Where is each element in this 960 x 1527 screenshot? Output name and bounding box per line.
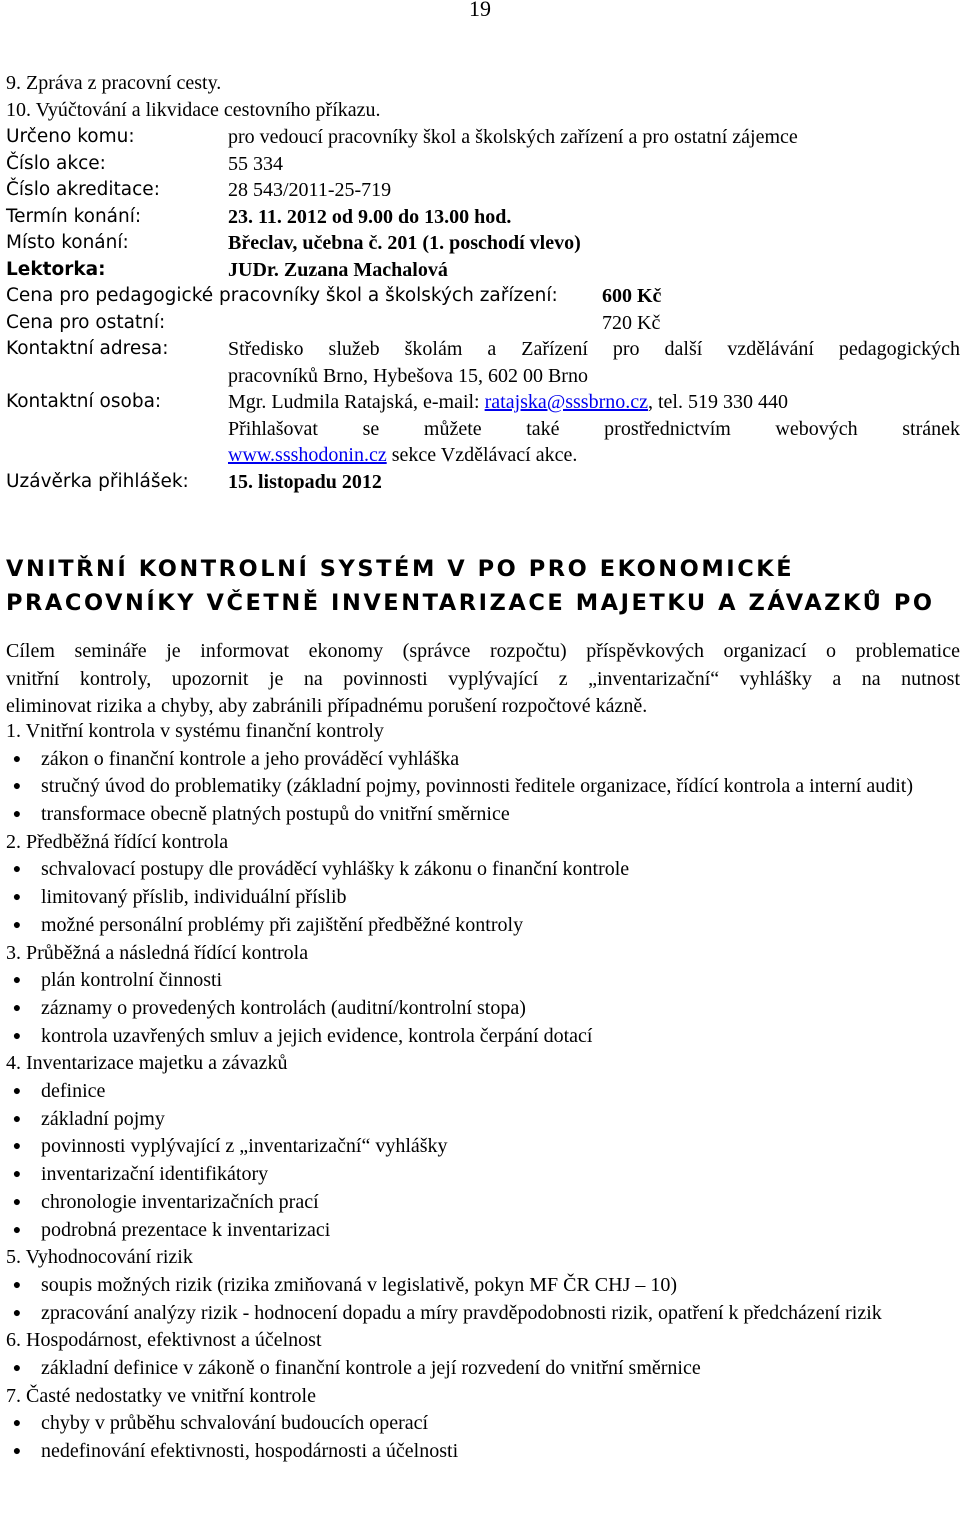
list-item — [6, 1078, 960, 1106]
urceno-label: Určeno komu: — [6, 126, 135, 147]
cena-ped-value: 600 Kč — [602, 285, 662, 307]
list-item — [6, 912, 960, 940]
adresa-line1: Středisko služeb školám a Zařízení pro další vzdělávání pedagogických — [228, 338, 960, 360]
pre-line: 9. Zpráva z pracovní cesty. — [6, 72, 222, 94]
bullet-icon: ● — [12, 751, 22, 767]
info-row-termin — [6, 204, 960, 231]
osoba-name: Mgr. Ludmila Ratajská, e-mail: — [228, 391, 485, 413]
web-link[interactable]: www.ssshodonin.cz — [228, 444, 387, 466]
bullet-icon: ● — [12, 1361, 22, 1377]
list-item — [6, 773, 960, 801]
heading-line1: VNITŘNÍ KONTROLNÍ SYSTÉM V PO PRO EKONOMICKÉ — [6, 556, 795, 582]
web-suffix: sekce Vzdělávací akce. — [386, 444, 578, 466]
bullet-icon: ● — [12, 1084, 22, 1100]
uzaverka-value: 15. listopadu 2012 — [228, 471, 382, 493]
bullet-icon: ● — [12, 917, 22, 933]
topic-section-title: 3. Průběžná a následná řídící kontrola — [6, 941, 309, 964]
info-row-uzaverka — [6, 469, 960, 496]
bullet-icon: ● — [12, 1416, 22, 1432]
info-row-adresa — [6, 336, 960, 389]
bullet-icon: ● — [12, 1028, 22, 1044]
prihlasovat-line: Přihlašovat se můžete také prostřednictvím webových stránek — [228, 417, 960, 440]
intro-paragraph — [6, 638, 960, 721]
bullet-icon: ● — [12, 807, 22, 823]
list-item-text: plán kontrolní činnosti — [41, 969, 223, 992]
akreditace-value: 28 543/2011-25-719 — [228, 179, 392, 201]
list-item-text: zpracování analýzy rizik - hodnocení dopadu a míry pravděpodobnosti rizik, opatření k předcházení rizik — [41, 1301, 882, 1324]
info-row-akreditace — [6, 177, 960, 204]
topic-section-title: 5. Vyhodnocování rizik — [6, 1246, 193, 1269]
topic-section-title: 4. Inventarizace majetku a závazků — [6, 1052, 288, 1075]
list-item — [6, 1300, 960, 1328]
bullet-icon: ● — [12, 1444, 22, 1460]
osoba-phone: , tel. 519 330 440 — [648, 391, 788, 413]
pre-list — [6, 70, 381, 123]
bullet-icon: ● — [12, 1277, 22, 1293]
topic-section-title: 6. Hospodárnost, efektivnost a účelnost — [6, 1329, 322, 1352]
list-item — [6, 1133, 960, 1161]
info-row-misto — [6, 230, 960, 257]
list-item — [6, 1438, 960, 1466]
bullet-icon: ● — [12, 1222, 22, 1238]
list-item-text: nedefinování efektivnosti, hospodárnosti a účelnosti — [41, 1440, 459, 1463]
cena-ped-label: Cena pro pedagogické pracovníky škol a školských zařízení: — [6, 285, 558, 306]
bullet-icon: ● — [12, 1000, 22, 1016]
topic-section-title: 7. Časté nedostatky ve vnitřní kontrole — [6, 1384, 316, 1407]
list-item-text: základní pojmy — [41, 1107, 165, 1130]
list-item — [6, 1410, 960, 1438]
misto-value: Břeclav, učebna č. 201 (1. poschodí vlevo) — [228, 232, 581, 254]
list-item-text: schvalovací postupy dle prováděcí vyhlášky k zákonu o finanční kontrole — [41, 858, 630, 881]
list-item-text: zákon o finanční kontrole a jeho prováděcí vyhláška — [41, 747, 460, 770]
cislo-akce-label: Číslo akce: — [6, 152, 106, 174]
list-item — [6, 801, 960, 829]
topic-section-title: 1. Vnitřní kontrola v systému finanční kontroly — [6, 720, 384, 742]
list-item-text: kontrola uzavřených smluv a jejich evidence, kontrola čerpání dotací — [41, 1024, 593, 1047]
list-item-text: transformace obecně platných postupů do vnitřní směrnice — [41, 803, 510, 826]
list-item — [6, 995, 960, 1023]
section-heading — [6, 552, 960, 620]
info-row-urceno — [6, 124, 960, 151]
list-item — [6, 746, 960, 774]
topics-list — [6, 718, 960, 1466]
termin-label: Termín konání: — [6, 205, 142, 227]
misto-label: Místo konání: — [6, 232, 129, 253]
bullet-icon: ● — [12, 779, 22, 795]
email-link[interactable]: ratajska@sssbrno.cz — [484, 391, 648, 413]
list-item-text: povinnosti vyplývající z „inventarizační“ vyhlášky — [41, 1135, 448, 1158]
cena-ost-value: 720 Kč — [602, 311, 661, 334]
list-item-text: stručný úvod do problematiky (základní pojmy, povinnosti ředitele organizace, řídící kontrola a interní audit) — [41, 775, 913, 798]
list-item — [6, 1272, 960, 1300]
list-item-text: limitovaný příslib, individuální příslib — [41, 886, 347, 909]
cena-ost-label: Cena pro ostatní: — [6, 311, 166, 333]
bullet-icon: ● — [12, 890, 22, 906]
intro-line2: vnitřní kontroly, upozornit je na povinnosti vyplývající z „inventarizační“ vyhlášky a na nutnost — [6, 667, 960, 690]
list-item — [6, 1161, 960, 1189]
intro-line3: eliminovat rizika a chyby, aby zabránili případnému porušení rozpočtové kázně. — [6, 695, 648, 717]
bullet-icon: ● — [12, 1305, 22, 1321]
bullet-icon: ● — [12, 1167, 22, 1183]
list-item-text: definice — [41, 1080, 106, 1103]
list-item — [6, 884, 960, 912]
list-item-text: soupis možných rizik (rizika zmiňovaná v legislativě, pokyn MF ČR CHJ – 10) — [41, 1273, 678, 1296]
list-item-text: záznamy o provedených kontrolách (auditní/kontrolní stopa) — [41, 996, 526, 1019]
osoba-label: Kontaktní osoba: — [6, 391, 162, 412]
list-item-text: podrobná prezentace k inventarizaci — [41, 1218, 331, 1241]
bullet-icon: ● — [12, 1194, 22, 1210]
urceno-value: pro vedoucí pracovníky škol a školských zařízení a pro ostatní zájemce — [228, 126, 798, 148]
list-item-text: chronologie inventarizačních prací — [41, 1190, 319, 1213]
list-item — [6, 1217, 960, 1245]
list-item — [6, 856, 960, 884]
adresa-label: Kontaktní adresa: — [6, 338, 169, 359]
list-item-text: inventarizační identifikátory — [41, 1163, 269, 1186]
info-row-cena-ost — [6, 310, 960, 337]
bullet-icon: ● — [12, 1111, 22, 1127]
list-item-text: základní definice v zákoně o finanční kontrole a její rozvedení do vnitřní směrnice — [41, 1357, 701, 1380]
bullet-icon: ● — [12, 973, 22, 989]
list-item-text: možné personální problémy při zajištění předběžné kontroly — [41, 913, 524, 936]
bullet-icon: ● — [12, 1139, 22, 1155]
list-item — [6, 1023, 960, 1051]
topic-section-title: 2. Předběžná řídící kontrola — [6, 830, 229, 853]
lektorka-label: Lektorka: — [6, 258, 106, 280]
page-number: 19 — [469, 0, 491, 21]
list-item-text: chyby v průběhu schvalování budoucích operací — [41, 1412, 429, 1435]
uzaverka-label: Uzávěrka přihlášek: — [6, 471, 189, 492]
lektorka-value: JUDr. Zuzana Machalová — [228, 258, 448, 281]
info-row-lektorka — [6, 257, 960, 284]
course-info — [6, 124, 960, 496]
pre-line: 10. Vyúčtování a likvidace cestovního příkazu. — [6, 98, 381, 121]
akreditace-label: Číslo akreditace: — [6, 179, 160, 200]
info-row-osoba — [6, 389, 960, 469]
info-row-cena-ped — [6, 283, 960, 310]
list-item — [6, 1106, 960, 1134]
list-item — [6, 967, 960, 995]
adresa-line2: pracovníků Brno, Hybešova 15, 602 00 Brno — [228, 364, 588, 387]
list-item — [6, 1355, 960, 1383]
list-item — [6, 1189, 960, 1217]
termin-value: 23. 11. 2012 od 9.00 do 13.00 hod. — [228, 205, 512, 228]
intro-line1: Cílem semináře je informovat ekonomy (správce rozpočtu) příspěvkových organizací o problematice — [6, 640, 960, 662]
info-row-cislo-akce — [6, 151, 960, 178]
cislo-akce-value: 55 334 — [228, 152, 283, 175]
heading-line2: PRACOVNÍKY VČETNĚ INVENTARIZACE MAJETKU A ZÁVAZKŮ PO — [6, 590, 935, 616]
bullet-icon: ● — [12, 862, 22, 878]
